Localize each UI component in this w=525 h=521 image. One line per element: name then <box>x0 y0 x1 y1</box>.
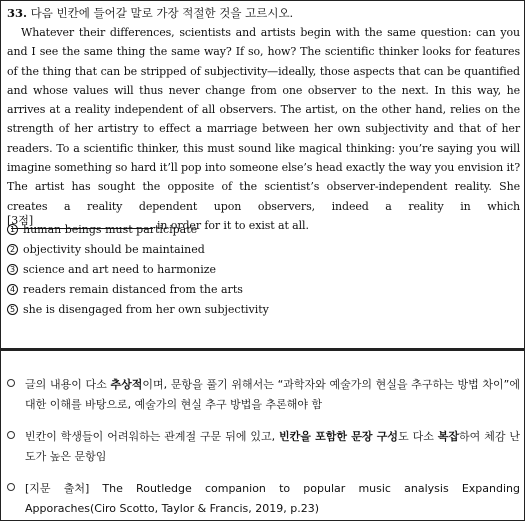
passage <box>7 23 520 235</box>
option-1[interactable] <box>7 223 197 236</box>
question-number: 33. <box>7 6 28 20</box>
note-3-text: [지문 출처] The Routledge companion to popular music analysis Expanding Apporaches(Ciro Scotto, Taylor & Francis, 2019, p.23) <box>25 482 520 515</box>
passage-text: Whatever their differences, scientists and artists begin with the same question: can you and I see the same thing the same way? If so, how? The scientific thinker looks for features of the thing that can be stripped of subjectivity—ideally, those aspects that can be quantified and whose values will thus never change from one observer to the next. In this way, he arrives at a reality independent of all observers. The artist, on the other hand, relies on the strength of her artistry to effect a marriage between her own subjectivity and that of her readers. To a scientific thinker, this must sound like magical thinking: you’re saying you will imagine something so hard it’ll pop into someone else’s head exactly the way you envision it? The artist has sought the opposite of the scientist’s observer-independent reality. She creates a reality dependent upon observers, indeed a reality in which <box>7 26 520 213</box>
option-text: objectivity should be maintained <box>23 243 205 256</box>
note-1-text <box>25 375 520 415</box>
bullet-circle-icon <box>7 431 15 439</box>
option-number-circle: 2 <box>7 244 18 255</box>
question-prompt: 다음 빈칸에 들어갈 말로 가장 적절한 것을 고르시오. <box>30 6 294 20</box>
question-header <box>7 5 293 21</box>
note-2-emphasis-2: 복잡 <box>437 430 460 443</box>
option-text: human beings must participate <box>23 223 198 236</box>
option-2[interactable] <box>7 243 205 256</box>
option-text: readers remain distanced from the arts <box>23 283 243 296</box>
option-number-circle: 3 <box>7 264 18 275</box>
analysis-notes <box>0 349 525 521</box>
note-2-text <box>25 427 520 467</box>
points-label: [3점] <box>7 214 34 227</box>
option-number-circle: 5 <box>7 304 18 315</box>
option-text: she is disengaged from her own subjectivity <box>23 303 269 316</box>
option-number-circle: 1 <box>7 224 18 235</box>
note-1-emphasis: 추상적 <box>110 378 143 391</box>
note-1-post: 이며, 문항을 풀기 위해서는 “과학자와 예술가의 현실을 추구하는 방법 차이”에 대한 이해를 바탕으로, 예술가의 현실 추구 방법을 추론해야 함 <box>25 378 520 411</box>
option-4[interactable] <box>7 283 243 296</box>
note-1-pre: 글의 내용이 다소 <box>25 378 111 391</box>
option-3[interactable] <box>7 263 216 276</box>
option-text: science and art need to harmonize <box>23 263 217 276</box>
note-2-post: 하여 체감 난도가 높은 문항임 <box>25 430 521 463</box>
passage-text-end: in order for it to exist at all. <box>157 218 309 232</box>
note-2-pre: 빈칸이 학생들이 어려워하는 관계절 구문 뒤에 있고, <box>25 430 280 443</box>
option-number-circle: 4 <box>7 284 18 295</box>
bullet-circle-icon <box>7 483 15 491</box>
note-2-mid: 도 다소 <box>398 430 438 443</box>
note-2-emphasis-1: 빈칸을 포함한 문장 구성 <box>279 430 399 443</box>
option-5[interactable] <box>7 303 269 316</box>
bullet-circle-icon <box>7 379 15 387</box>
